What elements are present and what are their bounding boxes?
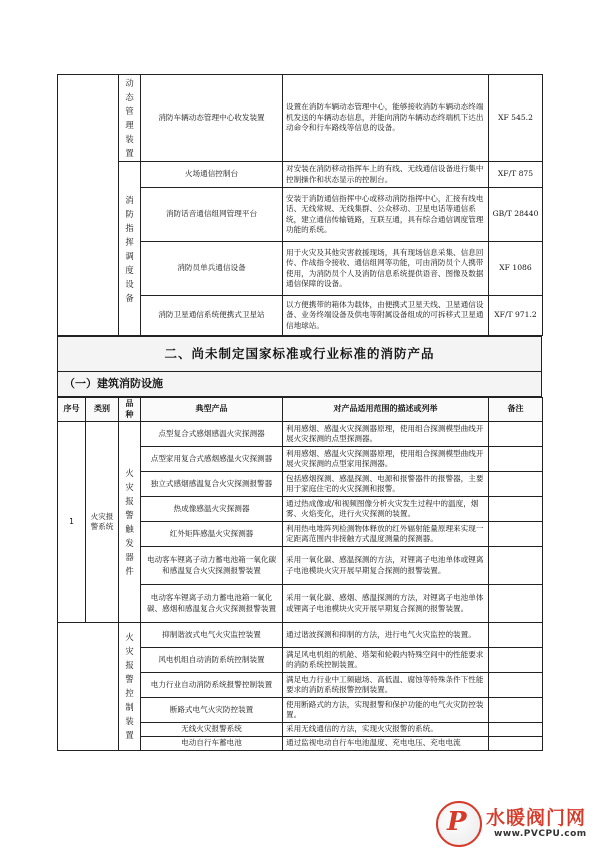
- product-name: 点型复合式感烟感温火灾探测器: [141, 422, 283, 447]
- remark-cell: [489, 673, 543, 698]
- product-name: 火场通信控制台: [141, 162, 283, 188]
- table-row: [58, 422, 543, 447]
- remark-cell: [489, 422, 543, 447]
- blank-cell: [86, 623, 119, 751]
- remark-cell: [489, 737, 543, 751]
- scope-description: 通过热成像或/和视频图像分析火灾发生过程中的温度，烟雾、火焰变化，进行火灾探测的装置。: [283, 497, 489, 522]
- scope-description: 采用无线通信的方法，实现火灾报警的系统。: [283, 723, 489, 737]
- scope-description: 通过监视电动自行车电池温度、充电电压、充电电流: [283, 737, 489, 751]
- remark-cell: [489, 472, 543, 497]
- standard-code: XF/T 875: [489, 162, 543, 188]
- category-cell: 火灾报警系统: [86, 422, 119, 623]
- standards-table: [57, 74, 543, 336]
- product-name: 电力行业自动消防系统报警控制装置: [141, 673, 283, 698]
- group-dispatch-equipment: 消防指挥调度设备: [119, 162, 141, 336]
- product-name: 电动客车锂离子动力蓄电池箱一氧化碳、感烟和感温复合火灾探测报警装置: [141, 585, 283, 623]
- product-name: 消防话音通信组网管理平台: [141, 188, 283, 242]
- scope-description: 利用感烟、感温火灾探测器原理，使用组合探测模型曲线开展火灾探测的点型家用探测器。: [283, 447, 489, 472]
- logo-letter: P: [447, 807, 467, 837]
- scope-description: 满足风电机组的机舱、塔架和轮毂内特殊空间中的性能要求的消防系统控制装置。: [283, 648, 489, 673]
- standard-code: XF/T 971.2: [489, 296, 543, 336]
- scope-description: 通过谐波探测和抑制的方法，进行电气火灾监控的装置。: [283, 623, 489, 648]
- products-table: [57, 397, 543, 751]
- product-name: 独立式感烟感温复合火灾探测报警器: [141, 472, 283, 497]
- product-name: 无线火灾报警系统: [141, 723, 283, 737]
- header-remark: 备注: [489, 398, 543, 422]
- scope-description: 包括感烟探测、感温探测、电源和报警器件的报警器，主要用于家庭住宅的火灾探测和报警。: [283, 472, 489, 497]
- scope-description: 使用断路式的方法，实现报警和保护功能的电气火灾防控装置。: [283, 698, 489, 723]
- header-no: 序号: [58, 398, 86, 422]
- product-name: 电动自行车蓄电池: [141, 737, 283, 751]
- scope-description: 采用一氧化碳、感温探测的方法，对锂离子电池单体或锂离子电池模块火灾开展早期复合探测的报警装置。: [283, 547, 489, 585]
- remark-cell: [489, 547, 543, 585]
- table-row: [58, 162, 543, 188]
- remark-cell: [489, 522, 543, 547]
- product-name: 点型家用复合式感烟感温火灾探测器: [141, 447, 283, 472]
- remark-cell: [489, 723, 543, 737]
- standard-code: GB/T 28440: [489, 188, 543, 242]
- product-name: 热成像感温火灾探测器: [141, 497, 283, 522]
- row-number: 1: [58, 422, 86, 623]
- remark-cell: [489, 497, 543, 522]
- variety-trigger-devices: 火灾报警触发器件: [119, 422, 141, 623]
- remark-cell: [489, 648, 543, 673]
- scope-description: 利用热电堆阵列检测物体释放的红外辐射能量原理来实现一定距离范围内非接触方式温度测量的探测器。: [283, 522, 489, 547]
- table-header-row: [58, 398, 543, 422]
- document-page: [57, 74, 542, 751]
- product-name: 电动客车锂离子动力蓄电池箱一氧化碳和感温复合火灾探测报警装置: [141, 547, 283, 585]
- product-name: 风电机组自动消防系统控制装置: [141, 648, 283, 673]
- blank-cell: [58, 623, 86, 751]
- watermark: [436, 801, 596, 845]
- product-description: 安装于消防通信指挥中心或移动消防指挥中心，汇接有线电话、无线常规、无线集群、公众移动、卫星电话等通信系统，建立通信传输链路，互联互通，具有综合通信调度管理功能的系统。: [283, 188, 489, 242]
- section-heading-table: [57, 336, 542, 397]
- group-dynamic-management: 动态管理装置: [119, 75, 141, 162]
- watermark-url: www.PVCPU.com: [494, 829, 587, 839]
- remark-cell: [489, 585, 543, 623]
- remark-cell: [489, 623, 543, 648]
- header-product: 典型产品: [141, 398, 283, 422]
- header-variety: 品种: [119, 398, 141, 422]
- product-name: 消防车辆动态管理中心收发装置: [141, 75, 283, 162]
- scope-description: 采用一氧化碳、感烟、感温探测的方法，对锂离子电池单体或锂离子电池模块火灾开展早期复合探测的报警装置。: [283, 585, 489, 623]
- standard-code: XF 545.2: [489, 75, 543, 162]
- subsection-title: （一）建筑消防设施: [58, 372, 542, 397]
- blank-cell: [58, 75, 119, 336]
- remark-cell: [489, 698, 543, 723]
- product-description: 用于火灾及其他灾害救援现场，具有现场信息采集、信息回传、作战指令接收、通信组网等功能，可由消防员个人携带使用，为消防员个人及消防信息系统提供语音、图像及数据通信保障的设备。: [283, 242, 489, 296]
- remark-cell: [489, 447, 543, 472]
- header-scope: 对产品适用范围的描述或列举: [283, 398, 489, 422]
- scope-description: 利用感烟、感温火灾探测器原理，使用组合探测模型曲线开展火灾探测的点型探测器。: [283, 422, 489, 447]
- table-row: [58, 623, 543, 648]
- product-name: 消防员单兵通信设备: [141, 242, 283, 296]
- product-name: 断路式电气火灾防控装置: [141, 698, 283, 723]
- header-category: 类别: [86, 398, 119, 422]
- variety-control-devices: 火灾报警控制装置: [119, 623, 141, 751]
- product-description: 对安装在消防移动指挥车上的有线、无线通信设备进行集中控制操作和状态显示的控制台。: [283, 162, 489, 188]
- product-description: 设置在消防车辆动态管理中心，能够接收消防车辆动态终端机发送的车辆动态信息，并能向消防车辆动态终端机下达出动命令和行车路线等信息的设备。: [283, 75, 489, 162]
- pvc-logo-icon: [436, 801, 482, 847]
- product-name: 抑制谐波式电气火灾监控装置: [141, 623, 283, 648]
- standard-code: XF 1086: [489, 242, 543, 296]
- table-row: [58, 75, 543, 162]
- product-name: 消防卫星通信系统便携式卫星站: [141, 296, 283, 336]
- watermark-brand: 水暖阀门网: [486, 807, 587, 829]
- section-title: 二、尚未制定国家标准或行业标准的消防产品: [58, 337, 542, 372]
- product-description: 以方便携带的箱体为载体，由便携式卫星天线、卫星通信设备、业务终端设备及供电等附属设备组成的可拆移式卫星通信地球站。: [283, 296, 489, 336]
- scope-description: 满足电力行业中工频磁场、高低温、腐蚀等特殊条件下性能要求的消防系统报警控制装置。: [283, 673, 489, 698]
- product-name: 红外矩阵感温火灾探测器: [141, 522, 283, 547]
